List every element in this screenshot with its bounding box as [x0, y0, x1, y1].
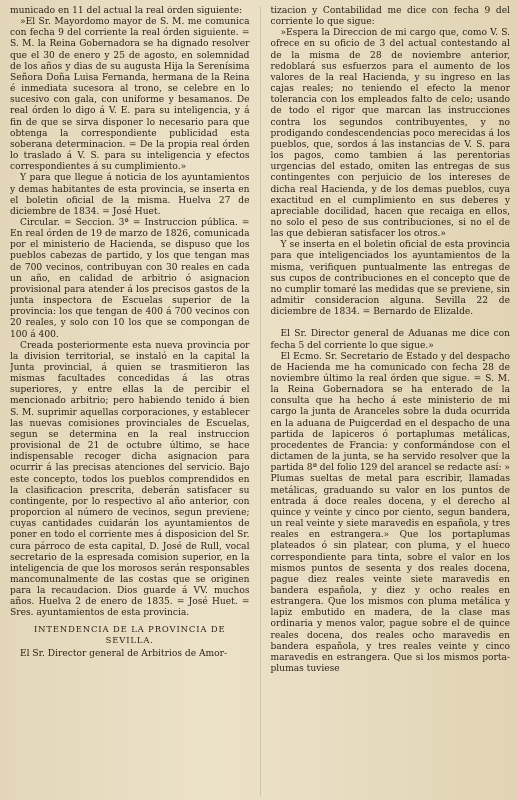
- column-divider: [260, 6, 261, 796]
- columns: [10, 6, 510, 796]
- left-column: [10, 6, 250, 796]
- paragraph: municado en 11 del actual la real órden siguiente:: [10, 6, 243, 16]
- paragraph: El Sr. Director general de Aduanas me dice con fecha 5 del corriente lo que sigue.»: [270, 329, 510, 351]
- section-heading: INTENDENCIA DE LA PROVINCIA DE SEVILLA.: [33, 623, 226, 645]
- paragraph: Y para que llegue á noticia de los ayuntamientos y demas habitantes de esta provincia, se inserta en el boletin oficial de la misma. Huelva 27 de diciembre de 1834. = José Huet.: [10, 173, 250, 217]
- paragraph: »El Sr. Mayordomo mayor de S. M. me comunica con fecha 9 del corriente la real órden siguiente. = S. M. la Reina Gobernadora se ha dignado resolver que el 30 de enero y 25 de agosto, en solemnidad de los años y dias de su augusta Hija la Serenísima Señora Doña Luisa Fernanda, hermana de la Reina é inmediata sucesora al trono, se celebre en lo sucesivo con gala, con uniforme y besamanos. De real órden lo digo á V. E. para su inteligencia, y á fin de que se sirva disponer lo necesario para que obtenga la correspondiente publicidad esta soberana determinacion. = De la propia real órden lo traslado á V. S. para su inteligencia y efectos correspondientes á su cumplimiento.»: [10, 17, 250, 173]
- paragraph: »Espera la Direccion de mi cargo que, como V. S. ofrece en su oficio de 3 del actual contestando al de la misma de 28 de noviembre anterior, redoblará sus esfuerzos para el aumento de los valores de la real Hacienda, y su ingreso en las cajas reales; no teniendo el efecto la menor tolerancia con los empleados falto de celo; usando de todo el rigor que marcan las instrucciones contra los segundos contribuyentes, y no prodigando condescendencias poco merecidas á los pueblos, que, sordos á las instancias de V. S. para los pagos, como tambien á las perentorias urgencias del estado, omiten las entregas de sus contingentes con perjuicio de los intereses de dicha real Hacienda, y de los demas pueblos, cuya exactitud en el cumplimiento en sus deberes y apreciable docilidad, hacen que recaiga en ellos, no solo el peso de sus contribuciones, si no el de las que debieran satisfacer los otros.»: [270, 28, 510, 240]
- right-column: [270, 6, 510, 796]
- paragraph: Creada posteriormente esta nueva provincia por la division territorial, se instaló en la capital la Junta provincial, á quien se trasmitieron las mismas facultades concedidas á las otras superiores, y entre ellas la de percibir el mencionado arbitrio; pero habiendo tenido á bien S. M. suprimir aquellas corporaciones, y establecer las nuevas comisiones provinciales de Escuelas, segun se determina en la real instruccion provisional de 21 de octubre último, se hace indispensable recoger dicha asignacion para ocurrir á las precisas atenciones del servicio. Bajo este concepto, todos los pueblos comprendidos en la clasificacion prescrita, deberán satisfacer su contingente, por lo respectivo al año anterior, con proporcion al número de vecinos, segun previene; cuyas cantidades cuidarán los ayuntamientos de poner en todo el corriente mes á disposicion del Sr. cura párroco de esta capital, D. José de Rull, vocal secretario de la espresada comision superior, en la inteligencia de que los morosos serán responsables mancomunalmente de las costas que se originen para la recaudacion. Dios guarde á VV. muchos años. Huelva 2 de enero de 1835. = José Huet. = Sres. ayuntamientos de esta provincia.: [10, 340, 250, 619]
- paragraph: El Sr. Director general de Arbitrios de Amor-: [20, 648, 228, 659]
- paragraph: El Ecmo. Sr. Secretario de Estado y del despacho de Hacienda me ha comunicado con fecha 28 de noviembre último la real órden que sigue. = S. M. la Reina Gobernadora se ha enterado de la consulta que ha hecho á este ministerio de mi cargo la junta de Aranceles sobre la duda ocurrida en la aduana de Puigcerdad en el despacho de una partida de lapiceros ó portaplumas metálicas, procedentes de Francia: y conformándose con el dictamen de la junta, se ha servido resolver que la partida 8ª del folio 129 del arancel se redacte así: » Plumas sueltas de metal para escribir, llamadas metálicas, graduando su valor en los puntos de entrada á doce reales docena, y el derecho al quince y veinte y cinco por ciento, segun bandera, un real veinte y siete maravedis en española, y tres reales en estrangera.» Que los portaplumas plateados ó sin platear, con pluma, y el hueco correspondiente para tinta, sobre el valor en los mismos puntos de sesenta y dos reales docena, pague diez reales veinte siete maravedis en bandera española, y diez y ocho reales en estrangera. Que los mismos con pluma metálica y lapiz embutido en madera, de la clase mas ordinaria y menos valor, pague sobre el de quince reales docena, dos reales ocho maravedis en bandera española, y tres reales veinte y cinco maravedis en estrangera. Que si los mismos porta-plumas tuviese: [270, 351, 510, 675]
- paragraph-gap: [270, 318, 510, 329]
- paragraph: tizacion y Contabilidad me dice con fecha 9 del corriente lo que sigue:: [270, 6, 510, 28]
- paragraph: Y se inserta en el boletin oficial de esta provincia para que inteligenciados los ayuntamientos de la misma, verifiquen puntualmente las entregas de sus cupos de contribuciones en el concepto que de no cumplir tomaré las medidas que se previene, sin admitir consideracion alguna. Sevilla 22 de diciembre de 1834. = Bernardo de Elizalde.: [270, 240, 510, 318]
- paragraph: Circular. = Seccion. 3ª = Instruccion pública. = En real órden de 19 de marzo de 1826, comunicada por el ministerio de Hacienda, se dispuso que los pueblos cabezas de partido, y los que tengan mas de 700 vecinos, contribuyan con 30 reales en cada un año, en calidad de arbitrio ó asignacion provisional para atender á los precisos gastos de la junta inspectora de Escuelas superior de la provincia: los que tengan de 400 á 700 vecinos con 20 reales, y solo con 10 los que se compongan de 100 á 400.: [10, 217, 250, 340]
